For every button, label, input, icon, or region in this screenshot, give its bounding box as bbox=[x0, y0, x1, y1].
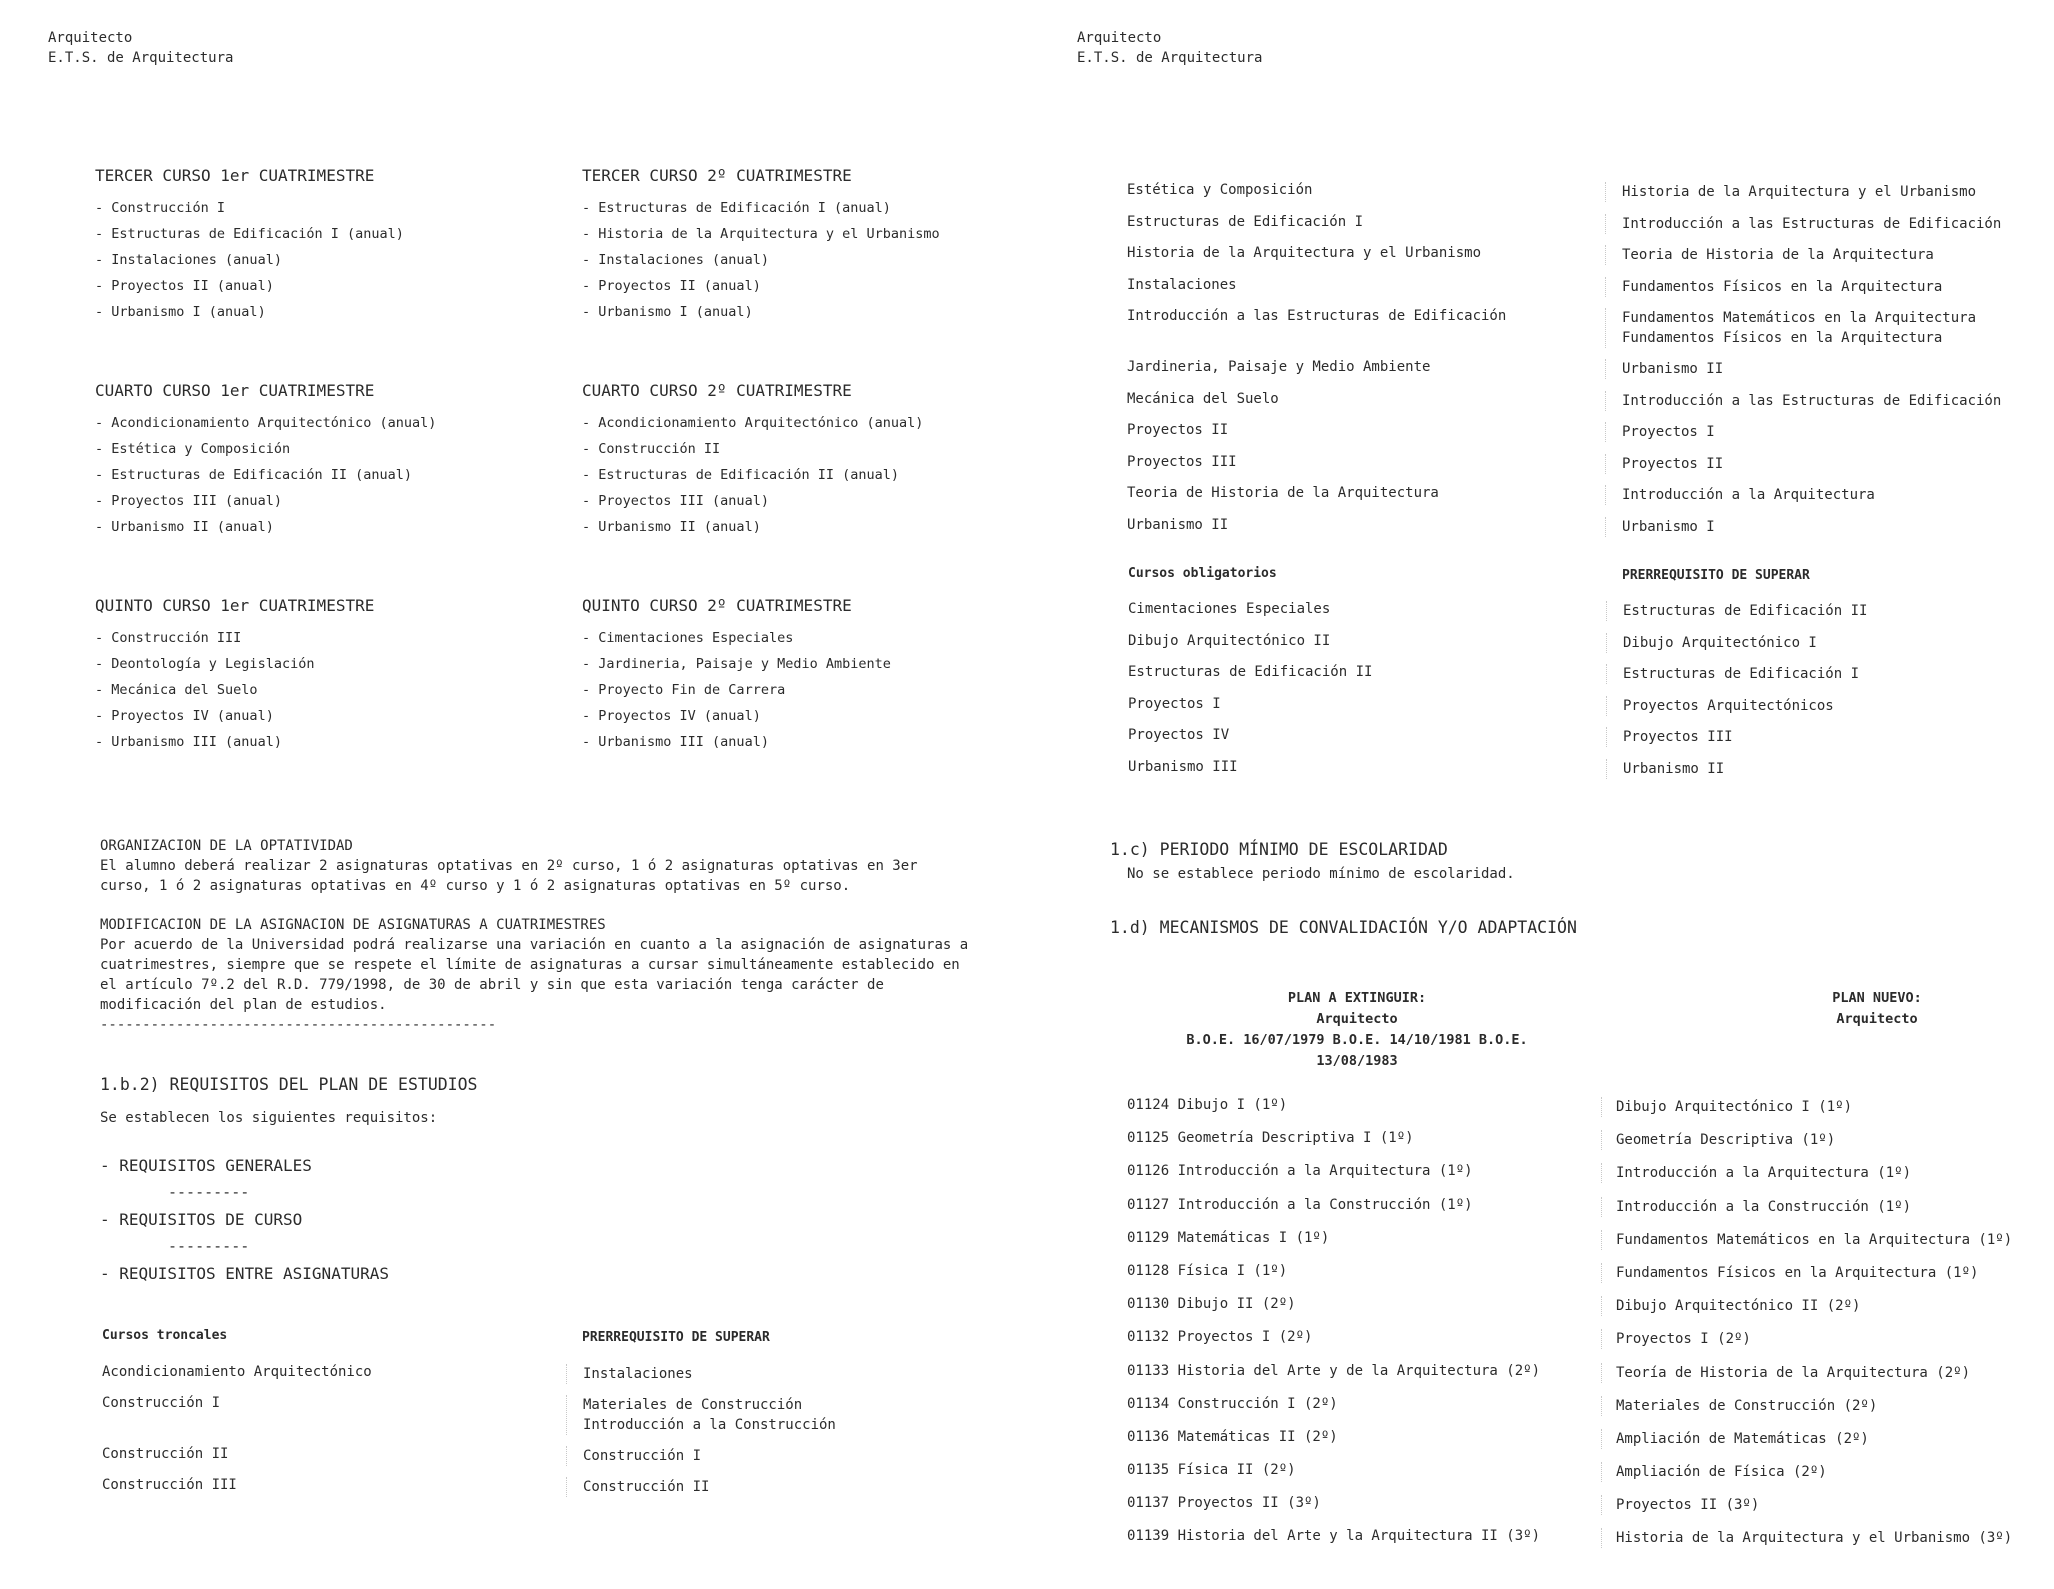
list-item: - Proyectos III (anual) bbox=[95, 488, 436, 514]
prereq-line: Dibujo Arquitectónico I bbox=[1623, 634, 1817, 651]
prereq-cell bbox=[1606, 601, 1867, 621]
list-item: - Cimentaciones Especiales bbox=[582, 625, 891, 651]
table-row bbox=[1127, 277, 2001, 309]
plan-nuevo-heading bbox=[1767, 988, 1987, 1030]
prereq-line: Construcción II bbox=[583, 1479, 710, 1495]
new-course-cell: Geometría Descriptiva (1º) bbox=[1601, 1130, 1835, 1150]
plan-extinguir-heading bbox=[1127, 988, 1587, 1072]
course-cell: Dibujo Arquitectónico II bbox=[1128, 632, 1331, 649]
course-list bbox=[95, 195, 404, 325]
page-header bbox=[1077, 28, 1262, 68]
prereq-line: Estructuras de Edificación II bbox=[1623, 603, 1868, 619]
plan-label: PLAN NUEVO: bbox=[1832, 990, 1922, 1006]
paragraph-line: el artículo 7º.2 del R.D. 779/1998, de 30 de abril y sin que esta variación tenga carácter de bbox=[100, 977, 884, 993]
old-course-cell: 01125 Geometría Descriptiva I (1º) bbox=[1127, 1130, 1414, 1147]
list-item: - Construcción II bbox=[582, 436, 923, 462]
list-item: - Urbanismo III (anual) bbox=[95, 729, 374, 755]
course-cell: Urbanismo II bbox=[1127, 516, 1229, 533]
table-row bbox=[1127, 1197, 2012, 1230]
course-cell: Construcción II bbox=[102, 1446, 229, 1462]
course-cell: Estética y Composición bbox=[1127, 182, 1313, 198]
prereq-cell bbox=[1606, 759, 1724, 779]
list-item: - Construcción III bbox=[95, 625, 374, 651]
old-course-cell: 01124 Dibujo I (1º) bbox=[1127, 1097, 1288, 1113]
old-course-cell: 01128 Física I (1º) bbox=[1127, 1262, 1288, 1279]
course-cell: Introducción a las Estructuras de Edificación bbox=[1127, 308, 1507, 324]
table-row bbox=[1127, 517, 2001, 549]
table-row bbox=[1127, 1363, 2012, 1396]
requisitos-curso: - REQUISITOS DE CURSO bbox=[100, 1210, 303, 1229]
course-cell: Instalaciones bbox=[1127, 276, 1237, 293]
prereq-cell bbox=[1606, 664, 1859, 684]
prereq-line: Fundamentos Físicos en la Arquitectura bbox=[1622, 278, 1943, 295]
course-list bbox=[95, 625, 374, 755]
semester-block bbox=[95, 596, 374, 755]
new-course-cell: Teoría de Historia de la Arquitectura (2º) bbox=[1601, 1363, 1970, 1383]
old-course-cell: 01126 Introducción a la Arquitectura (1º) bbox=[1127, 1163, 1473, 1180]
semester-title: CUARTO CURSO 1er CUATRIMESTRE bbox=[95, 381, 375, 400]
new-course-cell: Dibujo Arquitectónico I (1º) bbox=[1601, 1097, 1852, 1117]
old-course-cell: 01137 Proyectos II (3º) bbox=[1127, 1495, 1321, 1512]
list-item: - Urbanismo I (anual) bbox=[95, 299, 404, 325]
optatividad-section bbox=[100, 836, 1020, 896]
prereq-line: Historia de la Arquitectura y el Urbanismo bbox=[1622, 184, 1977, 200]
list-item: - Estructuras de Edificación II (anual) bbox=[95, 462, 436, 488]
table-row bbox=[1127, 1130, 2012, 1163]
column-header: PRERREQUISITO DE SUPERAR bbox=[582, 1330, 770, 1345]
list-item: - Acondicionamiento Arquitectónico (anual) bbox=[95, 410, 436, 436]
prereq-line: Introducción a las Estructuras de Edificación bbox=[1622, 392, 2002, 409]
new-course-cell: Fundamentos Matemáticos en la Arquitectura (1º) bbox=[1601, 1230, 2012, 1250]
course-cell: Construcción III bbox=[102, 1477, 237, 1493]
prereq-cell bbox=[1605, 422, 1715, 442]
header-school: E.T.S. de Arquitectura bbox=[1077, 50, 1263, 66]
old-course-cell: 01127 Introducción a la Construcción (1º) bbox=[1127, 1196, 1473, 1213]
troncales-continued-table bbox=[1127, 182, 2001, 548]
course-cell: Proyectos I bbox=[1128, 695, 1221, 712]
semester-block bbox=[95, 381, 436, 540]
list-item: - Proyectos II (anual) bbox=[582, 273, 940, 299]
obligatorios-table bbox=[1128, 566, 1867, 790]
mecanismos-title: 1.d) MECANISMOS DE CONVALIDACIÓN Y/O ADAPTACIÓN bbox=[1110, 918, 1577, 937]
semester-title: TERCER CURSO 2º CUATRIMESTRE bbox=[582, 166, 852, 185]
header-school: E.T.S. de Arquitectura bbox=[48, 50, 234, 66]
course-cell: Urbanismo III bbox=[1128, 758, 1238, 775]
convalidaciones-table bbox=[1127, 1097, 2012, 1562]
new-course-cell: Fundamentos Físicos en la Arquitectura (1º) bbox=[1601, 1263, 1978, 1283]
right-page bbox=[1027, 0, 2054, 1589]
semester-title: CUARTO CURSO 2º CUATRIMESTRE bbox=[582, 381, 852, 400]
prereq-cell bbox=[1605, 214, 2001, 234]
list-item: - Acondicionamiento Arquitectónico (anual) bbox=[582, 410, 923, 436]
old-course-cell: 01135 Física II (2º) bbox=[1127, 1462, 1296, 1479]
modificacion-section bbox=[100, 915, 1020, 1035]
table-row bbox=[1128, 664, 1867, 696]
requisitos-entre: - REQUISITOS ENTRE ASIGNATURAS bbox=[100, 1264, 389, 1283]
plan-label: PLAN A EXTINGUIR: bbox=[1287, 990, 1427, 1006]
course-cell: Mecánica del Suelo bbox=[1127, 390, 1279, 407]
list-item: - Estructuras de Edificación II (anual) bbox=[582, 462, 923, 488]
table-row bbox=[1127, 1329, 2012, 1362]
list-item: - Proyectos II (anual) bbox=[95, 273, 404, 299]
plan-degree: Arquitecto bbox=[1316, 1011, 1398, 1027]
header-degree: Arquitecto bbox=[48, 30, 133, 46]
table-row bbox=[1127, 422, 2001, 454]
table-row bbox=[1127, 1097, 2012, 1130]
prereq-cell bbox=[1605, 517, 1715, 537]
table-row bbox=[1127, 1263, 2012, 1296]
table-row bbox=[1127, 1163, 2012, 1196]
new-course-cell: Dibujo Arquitectónico II (2º) bbox=[1601, 1296, 1860, 1316]
prereq-line: Teoria de Historia de la Arquitectura bbox=[1622, 247, 1934, 263]
old-course-cell: 01132 Proyectos I (2º) bbox=[1127, 1329, 1313, 1346]
semester-block bbox=[95, 166, 404, 325]
header-degree: Arquitecto bbox=[1077, 30, 1162, 46]
course-list bbox=[582, 410, 923, 540]
list-item: - Proyecto Fin de Carrera bbox=[582, 677, 891, 703]
plan-degree: Arquitecto bbox=[1836, 1011, 1918, 1027]
semester-title: QUINTO CURSO 1er CUATRIMESTRE bbox=[95, 596, 375, 615]
new-course-cell: Materiales de Construcción (2º) bbox=[1601, 1396, 1877, 1416]
prereq-line: Urbanismo I bbox=[1622, 518, 1715, 535]
list-item: - Estructuras de Edificación I (anual) bbox=[582, 195, 940, 221]
list-item: - Deontología y Legislación bbox=[95, 651, 374, 677]
paragraph-line: Por acuerdo de la Universidad podrá realizarse una variación en cuanto a la asignación de asignaturas a bbox=[100, 937, 969, 953]
semester-title: TERCER CURSO 1er CUATRIMESTRE bbox=[95, 166, 375, 185]
course-list bbox=[95, 410, 436, 540]
table-header bbox=[1128, 566, 1867, 601]
prereq-cell bbox=[1606, 727, 1733, 747]
old-course-cell: 01139 Historia del Arte y la Arquitectura II (3º) bbox=[1127, 1528, 1541, 1545]
course-cell: Estructuras de Edificación I bbox=[1127, 213, 1364, 230]
course-cell: Proyectos III bbox=[1127, 453, 1237, 470]
prereq-cell bbox=[1605, 277, 1942, 297]
list-item: - Urbanismo II (anual) bbox=[582, 514, 923, 540]
prereq-cell bbox=[1605, 245, 1934, 265]
table-row bbox=[1127, 308, 2001, 359]
paragraph-line: El alumno deberá realizar 2 asignaturas optativas en 2º curso, 1 ó 2 asignaturas optativas en 3er bbox=[100, 858, 918, 874]
course-cell: Jardineria, Paisaje y Medio Ambiente bbox=[1127, 359, 1431, 375]
prereq-line: Proyectos II bbox=[1622, 455, 1724, 472]
prereq-cell bbox=[1605, 182, 1976, 202]
section-heading: ORGANIZACION DE LA OPTATIVIDAD bbox=[100, 838, 353, 854]
list-item: - Proyectos IV (anual) bbox=[582, 703, 891, 729]
divider: ----------------------------------------------- bbox=[100, 1017, 497, 1033]
periodo-title: 1.c) PERIODO MÍNIMO DE ESCOLARIDAD bbox=[1110, 840, 1448, 859]
semester-block bbox=[582, 166, 940, 325]
table-row bbox=[1128, 633, 1867, 665]
requisitos-generales: - REQUISITOS GENERALES bbox=[100, 1156, 312, 1175]
prereq-line: Instalaciones bbox=[583, 1366, 693, 1382]
prereq-line: Fundamentos Físicos en la Arquitectura bbox=[1622, 330, 1943, 346]
table-row bbox=[1127, 1296, 2012, 1329]
new-course-cell: Proyectos II (3º) bbox=[1601, 1495, 1759, 1515]
list-item: - Estética y Composición bbox=[95, 436, 436, 462]
prereq-cell bbox=[1606, 633, 1817, 653]
table-row bbox=[1127, 1396, 2012, 1429]
list-item: - Jardineria, Paisaje y Medio Ambiente bbox=[582, 651, 891, 677]
prereq-cell bbox=[566, 1477, 709, 1497]
old-course-cell: 01134 Construcción I (2º) bbox=[1127, 1395, 1338, 1412]
list-item: - Instalaciones (anual) bbox=[582, 247, 940, 273]
section-heading: MODIFICACION DE LA ASIGNACION DE ASIGNATURAS A CUATRIMESTRES bbox=[100, 917, 606, 933]
list-item: - Historia de la Arquitectura y el Urbanismo bbox=[582, 221, 940, 247]
table-row bbox=[102, 1395, 836, 1446]
old-course-cell: 01133 Historia del Arte y de la Arquitectura (2º) bbox=[1127, 1362, 1541, 1379]
list-item: - Construcción I bbox=[95, 195, 404, 221]
new-course-cell: Proyectos I (2º) bbox=[1601, 1329, 1751, 1349]
prereq-cell bbox=[1605, 485, 1875, 505]
column-header: Cursos troncales bbox=[102, 1328, 228, 1343]
table-row bbox=[102, 1364, 836, 1395]
prereq-line: Estructuras de Edificación I bbox=[1623, 666, 1860, 682]
divider: --------- bbox=[168, 1183, 250, 1201]
course-cell: Estructuras de Edificación II bbox=[1128, 664, 1373, 680]
table-row bbox=[1127, 1528, 2012, 1561]
requisitos-title: 1.b.2) REQUISITOS DEL PLAN DE ESTUDIOS bbox=[100, 1075, 478, 1094]
prereq-cell bbox=[1605, 359, 1723, 379]
table-row bbox=[1127, 182, 2001, 214]
paragraph-line: modificación del plan de estudios. bbox=[100, 997, 387, 1013]
list-item: - Estructuras de Edificación I (anual) bbox=[95, 221, 404, 247]
table-row bbox=[1128, 601, 1867, 633]
table-row bbox=[1127, 214, 2001, 246]
column-header: PRERREQUISITO DE SUPERAR bbox=[1622, 568, 1810, 583]
table-row bbox=[1127, 485, 2001, 517]
prereq-cell bbox=[566, 1364, 693, 1384]
new-course-cell: Ampliación de Matemáticas (2º) bbox=[1601, 1429, 1869, 1449]
plan-boe: B.O.E. 16/07/1979 B.O.E. 14/10/1981 B.O.E. bbox=[1186, 1032, 1528, 1048]
table-header bbox=[102, 1328, 836, 1364]
course-cell: Cimentaciones Especiales bbox=[1128, 601, 1331, 617]
page-header bbox=[48, 28, 233, 68]
prereq-cell bbox=[566, 1446, 701, 1466]
troncales-table bbox=[102, 1328, 836, 1508]
periodo-text: No se establece periodo mínimo de escolaridad. bbox=[1127, 866, 1515, 882]
table-row bbox=[1127, 245, 2001, 277]
table-row bbox=[1127, 1429, 2012, 1462]
prereq-line: Construcción I bbox=[583, 1448, 702, 1464]
table-row bbox=[1127, 359, 2001, 391]
prereq-line: Proyectos Arquitectónicos bbox=[1623, 697, 1834, 714]
prereq-line: Urbanismo II bbox=[1623, 760, 1725, 777]
requisitos-intro: Se establecen los siguientes requisitos: bbox=[100, 1110, 438, 1126]
course-list bbox=[582, 625, 891, 755]
table-row bbox=[1127, 1462, 2012, 1495]
prereq-line: Urbanismo II bbox=[1622, 361, 1724, 377]
prereq-line: Introducción a las Estructuras de Edificación bbox=[1622, 215, 2002, 232]
course-cell: Teoria de Historia de la Arquitectura bbox=[1127, 485, 1439, 501]
old-course-cell: 01130 Dibujo II (2º) bbox=[1127, 1296, 1296, 1313]
new-course-cell: Historia de la Arquitectura y el Urbanismo (3º) bbox=[1601, 1528, 2012, 1548]
prereq-cell bbox=[1605, 308, 1976, 348]
new-course-cell: Ampliación de Física (2º) bbox=[1601, 1462, 1827, 1482]
table-row bbox=[1127, 454, 2001, 486]
prereq-line: Proyectos III bbox=[1623, 729, 1733, 745]
requisitos-list bbox=[100, 1152, 1020, 1287]
table-row bbox=[1128, 727, 1867, 759]
table-row bbox=[1127, 391, 2001, 423]
prereq-line: Materiales de Construcción bbox=[583, 1397, 803, 1413]
prereq-cell bbox=[1605, 391, 2001, 411]
new-course-cell: Introducción a la Construcción (1º) bbox=[1601, 1197, 1911, 1217]
table-row bbox=[1127, 1230, 2012, 1263]
prereq-line: Fundamentos Matemáticos en la Arquitectura bbox=[1622, 310, 1977, 326]
list-item: - Urbanismo III (anual) bbox=[582, 729, 891, 755]
old-course-cell: 01136 Matemáticas II (2º) bbox=[1127, 1428, 1338, 1445]
course-cell: Acondicionamiento Arquitectónico bbox=[102, 1364, 372, 1380]
course-cell: Proyectos II bbox=[1127, 422, 1229, 438]
course-cell: Historia de la Arquitectura y el Urbanismo bbox=[1127, 245, 1482, 261]
list-item: - Instalaciones (anual) bbox=[95, 247, 404, 273]
table-row bbox=[1128, 759, 1867, 791]
divider: --------- bbox=[168, 1237, 250, 1255]
prereq-line: Proyectos I bbox=[1622, 424, 1715, 440]
semester-block bbox=[582, 381, 923, 540]
prereq-cell bbox=[1605, 454, 1723, 474]
list-item: - Proyectos III (anual) bbox=[582, 488, 923, 514]
column-header: Cursos obligatorios bbox=[1128, 566, 1277, 581]
old-course-cell: 01129 Matemáticas I (1º) bbox=[1127, 1229, 1330, 1246]
table-row bbox=[1127, 1495, 2012, 1528]
semester-title: QUINTO CURSO 2º CUATRIMESTRE bbox=[582, 596, 852, 615]
course-list bbox=[582, 195, 940, 325]
semester-block bbox=[582, 596, 891, 755]
plan-boe-cont: 13/08/1983 bbox=[1316, 1053, 1398, 1069]
list-item: - Urbanismo II (anual) bbox=[95, 514, 436, 540]
prereq-cell bbox=[566, 1395, 836, 1435]
table-row bbox=[1128, 696, 1867, 728]
paragraph-line: cuatrimestres, siempre que se respete el límite de asignaturas a cursar simultáneamente establecido en bbox=[100, 957, 960, 973]
list-item: - Mecánica del Suelo bbox=[95, 677, 374, 703]
table-row bbox=[102, 1477, 836, 1508]
course-cell: Proyectos IV bbox=[1128, 727, 1230, 743]
table-row bbox=[102, 1446, 836, 1477]
list-item: - Proyectos IV (anual) bbox=[95, 703, 374, 729]
course-cell: Construcción I bbox=[102, 1395, 221, 1411]
list-item: - Urbanismo I (anual) bbox=[582, 299, 940, 325]
prereq-line: Introducción a la Arquitectura bbox=[1622, 487, 1875, 503]
new-course-cell: Introducción a la Arquitectura (1º) bbox=[1601, 1163, 1911, 1183]
prereq-line: Introducción a la Construcción bbox=[583, 1417, 836, 1433]
paragraph-line: curso, 1 ó 2 asignaturas optativas en 4º curso y 1 ó 2 asignaturas optativas en 5º curso. bbox=[100, 878, 851, 894]
prereq-cell bbox=[1606, 696, 1834, 716]
